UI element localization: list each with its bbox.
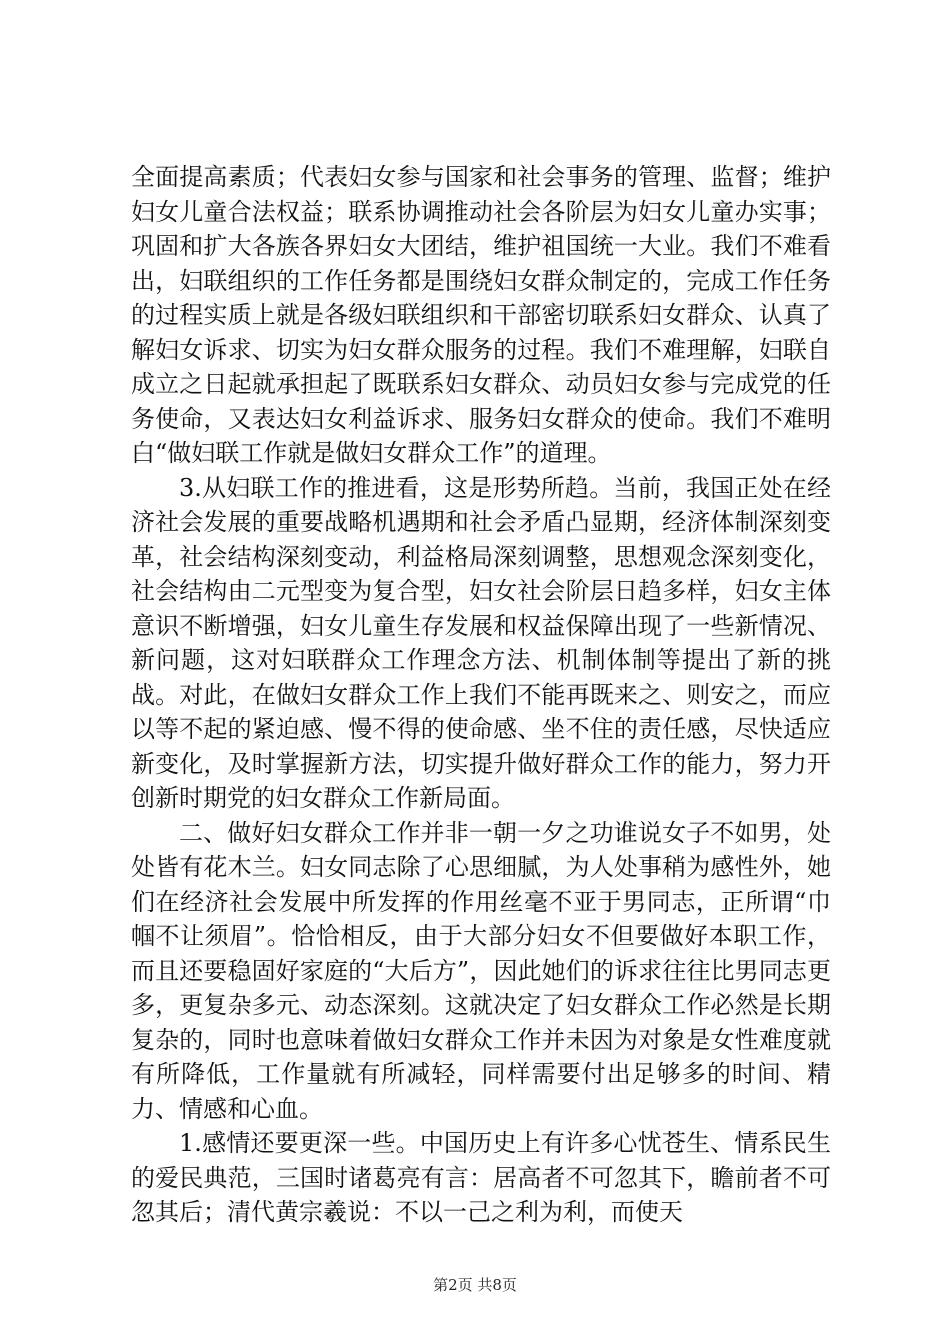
page-number: 第2页 共8页	[433, 1276, 517, 1294]
paragraph-situation: 3.从妇联工作的推进看，这是形势所趋。当前，我国正处在经济社会发展的重要战略机遇期和社会矛盾凸显期，经济体制深刻变革，社会结构深刻变动，利益格局深刻调整，思想观念深刻变化，社会结构由二元型变为复合型，妇女社会阶层日趋多样，妇女主体意识不断增强，妇女儿童生存发展和权益保障出现了一些新情况、新问题，这对妇联群众工作理念方法、机制体制等提出了新的挑战。对此，在做妇女群众工作上我们不能再既来之、则安之，而应以等不起的紧迫感、慢不得的使命感、坐不住的责任感，尽快适应新变化，及时掌握新方法，切实提升做好群众工作的能力，努力开创新时期党的妇女群众工作新局面。	[131, 473, 831, 812]
paragraph-continuation: 全面提高素质；代表妇女参与国家和社会事务的管理、监督；维护妇女儿童合法权益；联系协调推动社会各阶层为妇女儿童办实事；巩固和扩大各族各界妇女大团结，维护祖国统一大业。我们不难看出，妇联组织的工作任务都是围绕妇女群众制定的，完成工作任务的过程实质上就是各级妇联组织和干部密切联系妇女群众、认真了解妇女诉求、切实为妇女群众服务的过程。我们不难理解，妇联自成立之日起就承担起了既联系妇女群众、动员妇女参与完成党的任务使命，又表达妇女利益诉求、服务妇女群众的使命。我们不难明白“做妇联工作就是做妇女群众工作”的道理。	[131, 163, 831, 467]
paragraph-section-two: 二、做好妇女群众工作并非一朝一夕之功谁说女子不如男，处处皆有花木兰。妇女同志除了心思细腻，为人处事稍为感性外，她们在经济社会发展中所发挥的作用丝毫不亚于男同志，正所谓“巾帼不让须眉”。恰恰相反，由于大部分妇女不但要做好本职工作，而且还要稳固好家庭的“大后方”，因此她们的诉求往往比男同志更多，更复杂多元、动态深刻。这就决定了妇女群众工作必然是长期复杂的，同时也意味着做妇女群众工作并未因为对象是女性难度就有所降低，工作量就有所减轻，同样需要付出足够多的时间、精力、情感和心血。	[131, 818, 831, 1123]
paragraph-emotion: 1.感情还要更深一些。中国历史上有许多心忧苍生、情系民生的爱民典范，三国时诸葛亮有言：居高者不可忽其下，瞻前者不可忽其后；清代黄宗羲说：不以一己之利为利，而使天	[131, 1129, 831, 1226]
document-body	[131, 160, 831, 1230]
